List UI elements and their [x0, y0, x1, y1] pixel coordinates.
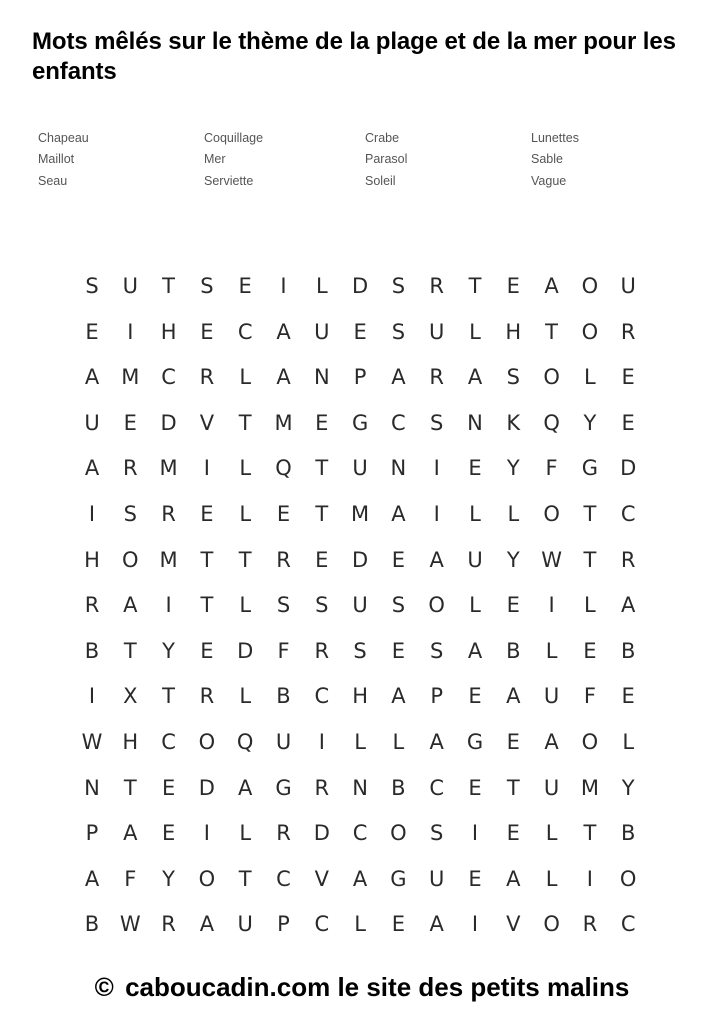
- grid-letter[interactable]: C: [620, 912, 636, 937]
- grid-letter[interactable]: M: [121, 365, 140, 390]
- grid-letter[interactable]: Y: [162, 638, 175, 663]
- grid-letter[interactable]: U: [122, 274, 138, 298]
- grid-letter[interactable]: E: [621, 684, 635, 709]
- grid-letter[interactable]: B: [84, 912, 100, 937]
- grid-letter[interactable]: T: [238, 866, 252, 891]
- grid-letter[interactable]: H: [352, 684, 368, 709]
- grid-letter[interactable]: I: [88, 502, 96, 526]
- word-list-item: Vague: [531, 174, 567, 188]
- grid-letter[interactable]: U: [237, 912, 253, 937]
- grid-letter[interactable]: I: [433, 502, 440, 526]
- grid-letter[interactable]: I: [165, 593, 172, 618]
- grid-letter[interactable]: L: [622, 730, 635, 754]
- grid-letter[interactable]: L: [239, 821, 252, 846]
- grid-letter[interactable]: I: [88, 684, 96, 709]
- grid-letter[interactable]: F: [545, 456, 558, 481]
- grid-letter[interactable]: L: [354, 730, 366, 754]
- footer-credit: [0, 970, 724, 1004]
- grid-letter[interactable]: C: [429, 775, 445, 800]
- grid-letter[interactable]: E: [123, 410, 137, 435]
- grid-letter[interactable]: D: [198, 775, 215, 800]
- grid-letter[interactable]: A: [84, 866, 100, 891]
- grid-letter[interactable]: R: [276, 547, 291, 572]
- grid-letter[interactable]: N: [84, 775, 100, 800]
- grid-letter[interactable]: S: [85, 274, 99, 298]
- grid-letter[interactable]: T: [162, 684, 175, 709]
- grid-letter[interactable]: B: [620, 638, 636, 663]
- grid-letter[interactable]: T: [315, 456, 329, 481]
- grid-letter[interactable]: O: [619, 866, 637, 891]
- grid-letter[interactable]: A: [429, 547, 444, 572]
- copyright-symbol: ©: [94, 972, 114, 1002]
- grid-letter[interactable]: I: [586, 866, 593, 891]
- grid-letter[interactable]: I: [433, 456, 440, 481]
- grid-letter[interactable]: L: [584, 593, 596, 618]
- grid-letter[interactable]: Y: [506, 456, 520, 481]
- grid-letter[interactable]: B: [84, 638, 100, 663]
- grid-letter[interactable]: B: [506, 638, 521, 663]
- grid-letter[interactable]: N: [390, 456, 407, 481]
- grid-letter[interactable]: T: [123, 775, 137, 800]
- grid-letter[interactable]: S: [315, 593, 329, 618]
- word-list: [38, 131, 678, 197]
- grid-letter[interactable]: I: [318, 730, 325, 754]
- grid-letter[interactable]: T: [583, 502, 597, 526]
- grid-letter[interactable]: Q: [543, 410, 560, 435]
- grid-letter[interactable]: O: [543, 912, 560, 937]
- grid-letter[interactable]: S: [391, 593, 406, 618]
- grid-letter[interactable]: E: [506, 274, 520, 298]
- grid-letter[interactable]: R: [314, 638, 330, 663]
- grid-letter[interactable]: Y: [621, 775, 635, 800]
- word-list-item: Coquillage: [204, 131, 264, 145]
- grid-letter[interactable]: L: [545, 821, 558, 846]
- grid-letter[interactable]: L: [545, 866, 558, 891]
- grid-letter[interactable]: C: [237, 319, 253, 344]
- letter-grid: [73, 268, 651, 937]
- grid-letter[interactable]: A: [506, 684, 521, 709]
- grid-letter[interactable]: R: [429, 365, 444, 390]
- word-list-item: Parasol: [365, 152, 408, 166]
- grid-letter[interactable]: G: [581, 456, 599, 481]
- grid-letter[interactable]: E: [468, 456, 482, 481]
- grid-letter[interactable]: T: [123, 638, 137, 663]
- grid-letter[interactable]: A: [391, 502, 406, 526]
- grid-letter[interactable]: S: [430, 410, 444, 435]
- grid-letter[interactable]: L: [469, 593, 481, 618]
- grid-letter[interactable]: A: [84, 365, 100, 390]
- grid-letter[interactable]: D: [352, 547, 369, 572]
- grid-letter[interactable]: E: [85, 319, 99, 344]
- grid-letter[interactable]: H: [84, 547, 100, 572]
- grid-letter[interactable]: C: [161, 365, 176, 390]
- grid-letter[interactable]: I: [280, 274, 287, 298]
- grid-letter[interactable]: L: [354, 912, 366, 937]
- grid-letter[interactable]: E: [391, 638, 406, 663]
- grid-letter[interactable]: L: [545, 638, 558, 663]
- grid-letter[interactable]: L: [584, 365, 596, 390]
- grid-letter[interactable]: R: [161, 502, 176, 526]
- grid-letter[interactable]: S: [200, 274, 214, 298]
- grid-letter[interactable]: I: [127, 319, 134, 344]
- word-list-item: Seau: [38, 174, 68, 188]
- grid-letter[interactable]: L: [315, 274, 328, 298]
- grid-letter[interactable]: T: [583, 547, 597, 572]
- grid-letter[interactable]: V: [506, 912, 521, 937]
- grid-letter[interactable]: A: [352, 866, 368, 891]
- grid-letter[interactable]: R: [84, 593, 100, 618]
- grid-letter[interactable]: O: [198, 866, 216, 891]
- grid-letter[interactable]: C: [161, 730, 176, 754]
- grid-letter[interactable]: A: [276, 365, 291, 390]
- grid-letter[interactable]: A: [544, 730, 559, 754]
- word-list-item: Chapeau: [38, 131, 89, 145]
- grid-letter[interactable]: R: [314, 775, 330, 800]
- grid-letter[interactable]: O: [198, 730, 216, 754]
- grid-letter[interactable]: T: [200, 593, 214, 618]
- grid-letter[interactable]: H: [122, 730, 139, 754]
- grid-letter[interactable]: E: [238, 274, 252, 298]
- grid-letter[interactable]: G: [390, 866, 407, 891]
- grid-letter[interactable]: M: [580, 775, 599, 800]
- grid-letter[interactable]: R: [199, 365, 215, 390]
- grid-letter[interactable]: T: [468, 274, 482, 298]
- grid-letter[interactable]: O: [390, 821, 407, 846]
- grid-letter[interactable]: R: [161, 912, 176, 937]
- grid-letter[interactable]: A: [467, 638, 483, 663]
- grid-letter[interactable]: U: [620, 274, 636, 298]
- grid-letter[interactable]: R: [199, 684, 215, 709]
- grid-letter[interactable]: C: [391, 410, 406, 435]
- grid-letter[interactable]: E: [506, 730, 520, 754]
- grid-letter[interactable]: L: [239, 502, 252, 526]
- grid-letter[interactable]: D: [313, 821, 330, 846]
- grid-letter[interactable]: F: [124, 866, 137, 891]
- grid-letter[interactable]: E: [315, 547, 329, 572]
- page-title: Mots mêlés sur le thème de la plage et de la mer pour les enfants: [32, 28, 676, 85]
- grid-letter[interactable]: Q: [236, 730, 254, 754]
- word-list-item: Serviette: [204, 174, 254, 188]
- grid-letter[interactable]: M: [159, 456, 178, 481]
- grid-letter[interactable]: A: [123, 593, 138, 618]
- grid-letter[interactable]: V: [314, 866, 329, 891]
- grid-letter[interactable]: G: [275, 775, 292, 800]
- grid-letter[interactable]: S: [276, 593, 291, 618]
- grid-letter[interactable]: S: [506, 365, 520, 390]
- grid-letter[interactable]: U: [352, 593, 368, 618]
- grid-letter[interactable]: B: [276, 684, 291, 709]
- grid-letter[interactable]: B: [620, 821, 636, 846]
- grid-letter[interactable]: D: [160, 410, 177, 435]
- word-list-item: Mer: [204, 152, 226, 166]
- grid-letter[interactable]: E: [161, 775, 176, 800]
- grid-letter[interactable]: O: [543, 502, 560, 526]
- grid-letter[interactable]: F: [583, 684, 596, 709]
- grid-letter[interactable]: Y: [506, 547, 520, 572]
- grid-letter[interactable]: N: [352, 775, 368, 800]
- grid-letter[interactable]: Y: [162, 866, 175, 891]
- grid-letter[interactable]: E: [200, 502, 214, 526]
- word-list-item: Crabe: [365, 131, 400, 145]
- grid-letter[interactable]: M: [159, 547, 178, 572]
- grid-letter[interactable]: T: [315, 502, 329, 526]
- grid-letter[interactable]: T: [238, 547, 252, 572]
- grid-letter[interactable]: C: [314, 912, 330, 937]
- grid-letter[interactable]: M: [351, 502, 370, 526]
- grid-letter[interactable]: O: [581, 274, 599, 298]
- grid-letter[interactable]: I: [471, 912, 479, 937]
- grid-letter[interactable]: V: [199, 410, 215, 435]
- grid-letter[interactable]: E: [200, 638, 214, 663]
- grid-letter[interactable]: P: [353, 365, 367, 390]
- grid-letter[interactable]: E: [468, 684, 482, 709]
- grid-letter[interactable]: U: [275, 730, 292, 754]
- grid-letter[interactable]: I: [203, 821, 210, 846]
- grid-letter[interactable]: U: [543, 684, 560, 709]
- grid-letter[interactable]: W: [541, 547, 562, 572]
- grid-letter[interactable]: A: [544, 274, 559, 298]
- grid-letter[interactable]: L: [469, 319, 481, 344]
- grid-letter[interactable]: P: [85, 821, 99, 846]
- grid-letter[interactable]: C: [352, 821, 368, 846]
- grid-letter[interactable]: E: [391, 912, 406, 937]
- grid-letter[interactable]: E: [353, 319, 367, 344]
- grid-letter[interactable]: E: [468, 866, 482, 891]
- grid-letter[interactable]: T: [506, 775, 520, 800]
- grid-letter[interactable]: X: [123, 684, 138, 709]
- grid-letter[interactable]: T: [545, 319, 558, 344]
- grid-letter[interactable]: H: [160, 319, 177, 344]
- grid-letter[interactable]: A: [506, 866, 521, 891]
- grid-letter[interactable]: L: [392, 730, 405, 754]
- word-list-item: Lunettes: [531, 131, 579, 145]
- grid-letter[interactable]: E: [583, 638, 597, 663]
- grid-letter[interactable]: A: [391, 365, 406, 390]
- grid-letter[interactable]: R: [620, 319, 636, 344]
- grid-letter[interactable]: T: [200, 547, 214, 572]
- grid-letter[interactable]: N: [313, 365, 330, 390]
- grid-letter[interactable]: E: [315, 410, 329, 435]
- grid-letter[interactable]: E: [468, 775, 482, 800]
- word-list-item: Maillot: [38, 152, 75, 166]
- grid-letter[interactable]: A: [238, 775, 253, 800]
- grid-letter[interactable]: O: [428, 593, 445, 618]
- grid-letter[interactable]: U: [352, 456, 368, 481]
- grid-letter[interactable]: L: [469, 502, 481, 526]
- grid-letter[interactable]: W: [119, 912, 141, 937]
- grid-letter[interactable]: O: [581, 319, 599, 344]
- grid-letter[interactable]: A: [391, 684, 406, 709]
- grid-letter[interactable]: A: [123, 821, 138, 846]
- grid-letter[interactable]: S: [430, 638, 444, 663]
- grid-letter[interactable]: I: [203, 456, 210, 481]
- grid-letter[interactable]: E: [161, 821, 176, 846]
- grid-letter[interactable]: U: [467, 547, 483, 572]
- grid-letter[interactable]: R: [123, 456, 138, 481]
- grid-letter[interactable]: E: [621, 365, 635, 390]
- grid-letter[interactable]: I: [548, 593, 555, 618]
- grid-letter[interactable]: P: [277, 912, 290, 937]
- grid-letter[interactable]: U: [543, 775, 560, 800]
- grid-letter[interactable]: M: [274, 410, 293, 435]
- word-list-item: Sable: [531, 152, 563, 166]
- word-list-item: Soleil: [365, 174, 396, 188]
- grid-letter[interactable]: G: [466, 730, 484, 754]
- grid-letter[interactable]: R: [276, 821, 291, 846]
- grid-letter[interactable]: T: [238, 410, 252, 435]
- grid-letter[interactable]: U: [314, 319, 330, 344]
- grid-letter[interactable]: A: [429, 912, 444, 937]
- grid-letter[interactable]: A: [467, 365, 483, 390]
- grid-letter[interactable]: E: [200, 319, 214, 344]
- grid-letter[interactable]: Q: [275, 456, 292, 481]
- grid-letter[interactable]: Y: [583, 410, 597, 435]
- grid-letter[interactable]: O: [543, 365, 560, 390]
- grid-letter[interactable]: P: [430, 684, 444, 709]
- grid-letter[interactable]: D: [620, 456, 637, 481]
- grid-letter[interactable]: F: [277, 638, 290, 663]
- grid-letter[interactable]: A: [84, 456, 100, 481]
- grid-letter[interactable]: B: [391, 775, 406, 800]
- grid-letter[interactable]: E: [276, 502, 291, 526]
- grid-letter[interactable]: U: [429, 319, 445, 344]
- grid-letter[interactable]: E: [391, 547, 406, 572]
- grid-letter[interactable]: E: [506, 593, 520, 618]
- grid-letter[interactable]: D: [237, 638, 254, 663]
- grid-letter[interactable]: T: [583, 821, 597, 846]
- grid-letter[interactable]: G: [351, 410, 369, 435]
- grid-letter[interactable]: C: [620, 502, 636, 526]
- grid-letter[interactable]: A: [199, 912, 215, 937]
- grid-letter[interactable]: S: [430, 821, 444, 846]
- grid-letter[interactable]: L: [507, 502, 520, 526]
- grid-letter[interactable]: L: [239, 456, 252, 481]
- grid-letter[interactable]: O: [122, 547, 139, 572]
- grid-letter[interactable]: E: [621, 410, 635, 435]
- grid-letter[interactable]: C: [276, 866, 291, 891]
- grid-letter[interactable]: U: [84, 410, 100, 435]
- grid-letter[interactable]: A: [429, 730, 444, 754]
- grid-letter[interactable]: N: [467, 410, 483, 435]
- grid-letter[interactable]: C: [314, 684, 330, 709]
- footer-site-text: caboucadin.com le site des petits malins: [125, 972, 630, 1002]
- grid-letter[interactable]: L: [239, 593, 252, 618]
- grid-letter[interactable]: W: [81, 730, 103, 754]
- grid-letter[interactable]: S: [391, 319, 406, 344]
- grid-letter[interactable]: H: [505, 319, 522, 344]
- grid-letter[interactable]: S: [123, 502, 137, 526]
- grid-letter[interactable]: E: [506, 821, 520, 846]
- grid-letter[interactable]: R: [620, 547, 636, 572]
- grid-letter[interactable]: L: [239, 684, 252, 709]
- grid-letter[interactable]: O: [581, 730, 599, 754]
- grid-letter[interactable]: R: [582, 912, 598, 937]
- grid-letter[interactable]: L: [239, 365, 252, 390]
- grid-letter[interactable]: D: [352, 274, 369, 298]
- grid-letter[interactable]: A: [276, 319, 291, 344]
- grid-letter[interactable]: T: [162, 274, 175, 298]
- grid-letter[interactable]: S: [391, 274, 406, 298]
- grid-letter[interactable]: I: [471, 821, 479, 846]
- grid-letter[interactable]: U: [429, 866, 445, 891]
- grid-letter[interactable]: K: [506, 410, 521, 435]
- grid-letter[interactable]: A: [621, 593, 636, 618]
- grid-letter[interactable]: R: [429, 274, 444, 298]
- grid-letter[interactable]: S: [353, 638, 367, 663]
